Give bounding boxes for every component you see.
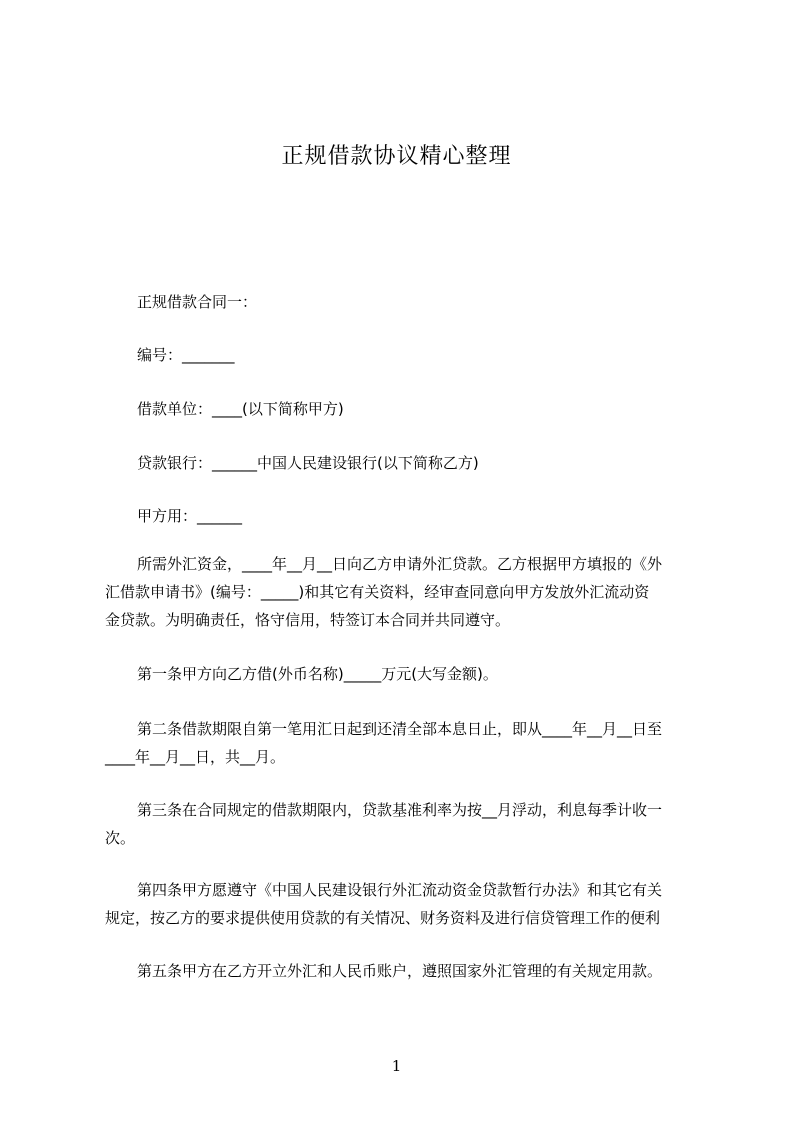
- article-2-line-1: 第二条借款期限自第一笔用汇日起到还清全部本息日止，即从____年__月__日至: [137, 720, 663, 738]
- document-title: 正规借款协议精心整理: [281, 144, 512, 169]
- paragraph-article-5: [105, 957, 701, 985]
- paragraph-intro: [105, 550, 701, 634]
- borrower-line: 借款单位：____(以下简称甲方): [137, 400, 344, 418]
- article-4-line-1: 第四条甲方愿遵守《中国人民建设银行外汇流动资金贷款暂行办法》和其它有关: [137, 881, 663, 899]
- contract-heading: 正规借款合同一：: [137, 293, 258, 311]
- page-number: 1: [391, 1057, 402, 1075]
- lender-line: 贷款银行：______中国人民建设银行(以下简称乙方): [137, 454, 479, 472]
- paragraph-intro-line-3: 金贷款。为明确责任，恪守信用，特签订本合同并共同遵守。: [105, 611, 511, 629]
- article-4-line-2: 规定，按乙方的要求提供使用贷款的有关情况、财务资料及进行信贷管理工作的便利: [105, 909, 661, 927]
- paragraph-article-4: [105, 876, 701, 932]
- article-1-line-1: 第一条甲方向乙方借(外币名称)_____万元(大写金额)。: [137, 665, 498, 683]
- paragraph-article-2: [105, 715, 701, 771]
- paragraph-intro-line-2: 汇借款申请书》(编号：_____)和其它有关资料，经审查同意向甲方发放外汇流动资: [105, 583, 650, 601]
- article-2-line-2: ____年__月__日，共__月。: [105, 748, 286, 766]
- article-3-line-2: 次。: [105, 829, 136, 847]
- party-a-use-line: 甲方用：______: [137, 507, 243, 525]
- contract-number-line: 编号：_______: [137, 346, 235, 364]
- paragraph-article-3: [105, 796, 701, 852]
- paragraph-intro-line-1: 所需外汇资金，____年__月__日向乙方申请外汇贷款。乙方根据甲方填报的《外: [137, 555, 663, 573]
- article-5-line-1: 第五条甲方在乙方开立外汇和人民币账户，遵照国家外汇管理的有关规定用款。: [137, 962, 663, 980]
- paragraph-article-1: [105, 660, 701, 688]
- article-3-line-1: 第三条在合同规定的借款期限内，贷款基准利率为按__月浮动，利息每季计收一: [137, 801, 663, 819]
